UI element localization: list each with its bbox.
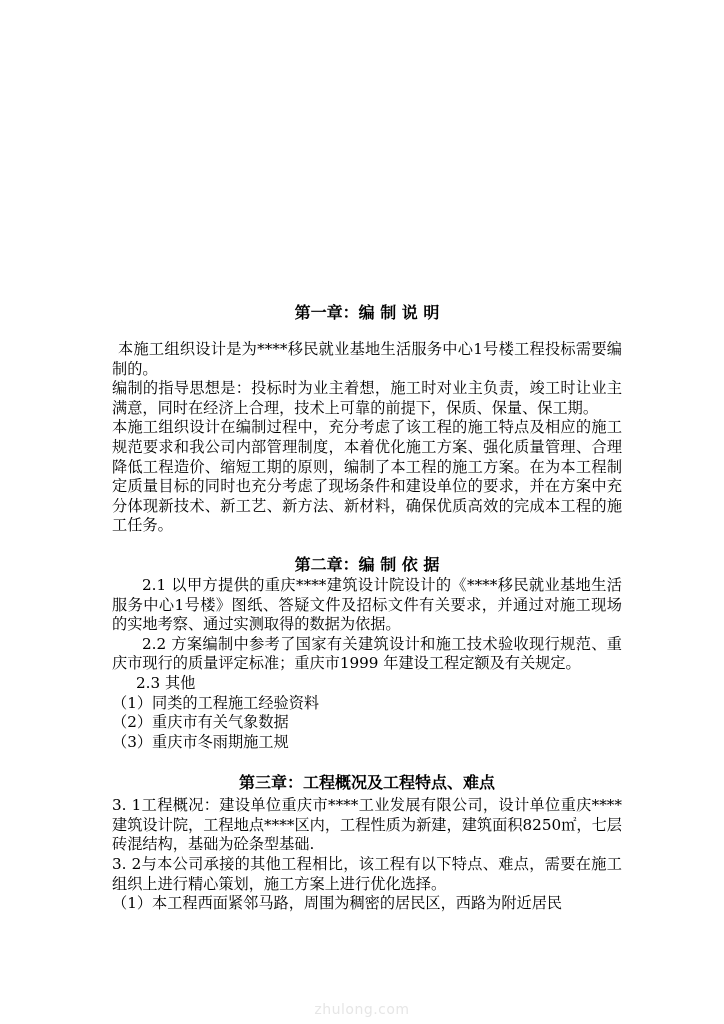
chapter2-list-item-2: （2）重庆市有关气象数据 (112, 713, 289, 732)
chapter2-subheading-other: 2.3 其他 (136, 673, 196, 692)
chapter2-title: 第二章：编 制 依 据 (294, 554, 440, 574)
chapter3-paragraph-2: 3. 2与本公司承接的其他工程相比，该工程有以下特点、难点，需要在施工组织上进行精心策划，施工方案上进行优化选择。 (112, 855, 622, 893)
chapter3-paragraph-1: 3. 1工程概况：建设单位重庆市****工业发展有限公司，设计单位重庆****建筑设计院，工程地点****区内，工程性质为新建，建筑面积8250㎡，七层砖混结构，基础为砼条型基础. (112, 796, 622, 854)
chapter1-paragraph-2: 编制的指导思想是：投标时为业主着想，施工时对业主负责，竣工时让业主满意，同时在经济上合理，技术上可靠的前提下，保质、保量、保工期。 (112, 379, 622, 417)
chapter3-paragraph-3: （1）本工程西面紧邻马路，周围为稠密的居民区，西路为附近居民 (112, 894, 563, 913)
chapter1-paragraph-1: 本施工组织设计是为****移民就业基地生活服务中心1号楼工程投标需要编制的。 (112, 340, 622, 378)
chapter2-paragraph-1: 2.1 以甲方提供的重庆****建筑设计院设计的《****移民就业基地生活服务中心1号楼》图纸、答疑文件及招标文件有关要求，并通过对施工现场的实地考察、通过实测取得的数据为依据。 (112, 575, 622, 634)
chapter3-title: 第三章：工程概况及工程特点、难点 (238, 773, 495, 793)
document-body (112, 302, 622, 914)
chapter2-list-item-1: （1）同类的工程施工经验资料 (112, 693, 320, 712)
watermark-text: zhulong.com (314, 1002, 410, 1018)
chapter1-paragraph-3: 本施工组织设计在编制过程中，充分考虑了该工程的施工特点及相应的施工规范要求和我公司内部管理制度，本着优化施工方案、强化质量管理、合理降低工程造价、缩短工期的原则，编制了本工程的施工方案。在为本工程制定质量目标的同时也充分考虑了现场条件和建设单位的要求，并在方案中充分体现新技术、新工艺、新方法、新材料，确保优质高效的完成本工程的施工任务。 (112, 418, 622, 535)
chapter2-paragraph-2: 2.2 方案编制中参考了国家有关建筑设计和施工技术验收现行规范、重庆市现行的质量评定标准；重庆市1999 年建设工程定额及有关规定。 (112, 634, 622, 673)
chapter2-list-item-3: （3）重庆市冬雨期施工规 (112, 732, 289, 751)
chapter1-title: 第一章：编 制 说 明 (294, 303, 440, 322)
